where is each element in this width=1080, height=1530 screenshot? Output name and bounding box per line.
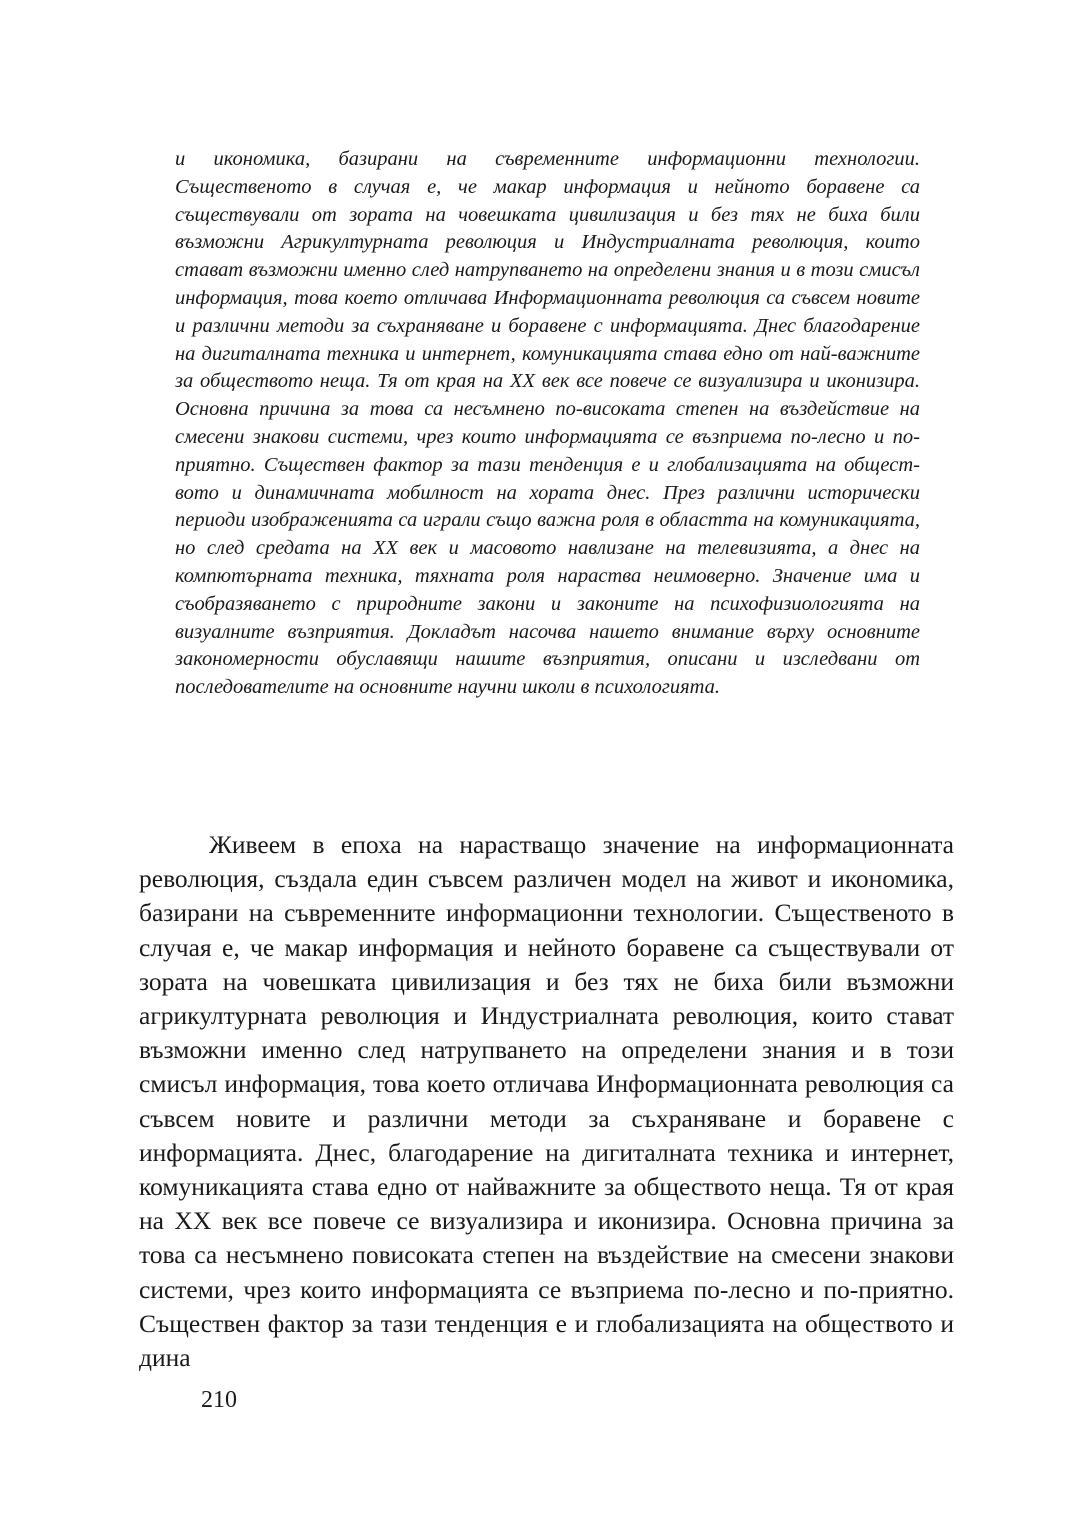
abstract-paragraph: и икономика, базирани на съвременните информационни технологии. Същественото в случая е, че макар информация и нейното боравене са съществували от зората на човешката цивилизация и без тях не биха били възможни Агрикултурната революция и Индустриалната революция, които стават възможни именно след натрупването на определени знания и в този смисъл информация, това което отличава Информационната революция са съвсем новите и различни методи за съхраняване и боравене с информацията. Днес благодарение на дигиталната техника и интернет, комуникацията става едно от най-важните за обществото неща. Тя от края на XX век все повече се визуализира и иконизира. Основна причина за това са несъмнено по-високата степен на въздействие на смесени знакови системи, чрез които информацията се възприема по-лесно и по-приятно. Съществен фактор за тази тенденция е и глобализацията на обществото и динамичната мобилност на хората днес. През различни исторически периоди изображенията са играли също важна роля в областта на комуникацията, но след средата на XX век и масовото навлизане на телевизията, а днес на компютърната техника, тяхната роля нараства неимоверно. Значение има и съобразяването с природните закони и законите на психофизиологията на визуалните възприятия. Докладът насочва нашето внимание върху основните закономерности обуславящи нашите възприятия, описани и изследвани от последователите на основните научни школи в психологията. [175, 148, 920, 699]
body-paragraph: Живеем в епоха на нарастващо значение на информационната революция, създала един съвсем различен модел на живот и икономика, базирани на съвременните информационни технологии. Същественото в случая е, че макар информация и нейното боравене са съществували от зората на човешката цивилизация и без тях не биха били възможни агрикултурната революция и Индустриалната революция, които стават възможни именно след натрупването на определени знания и в този смисъл информация, това което отличава Информационната революция са съвсем новите и различни методи за съхраняване и боравене с информацията. Днес, благодарение на дигиталната техника и интернет, комуникацията става едно от найважните за обществото неща. Тя от края на XX век все повече се визуализира и иконизира. Основна причина за това са несъмнено повисоката степен на въздействие на смесени знакови системи, чрез които информацията се възприема по-лесно и по-приятно. Съществен фактор за тази тенденция е и глобализацията на обществото и дина [139, 830, 954, 1373]
page-number: 210 [201, 1387, 237, 1413]
